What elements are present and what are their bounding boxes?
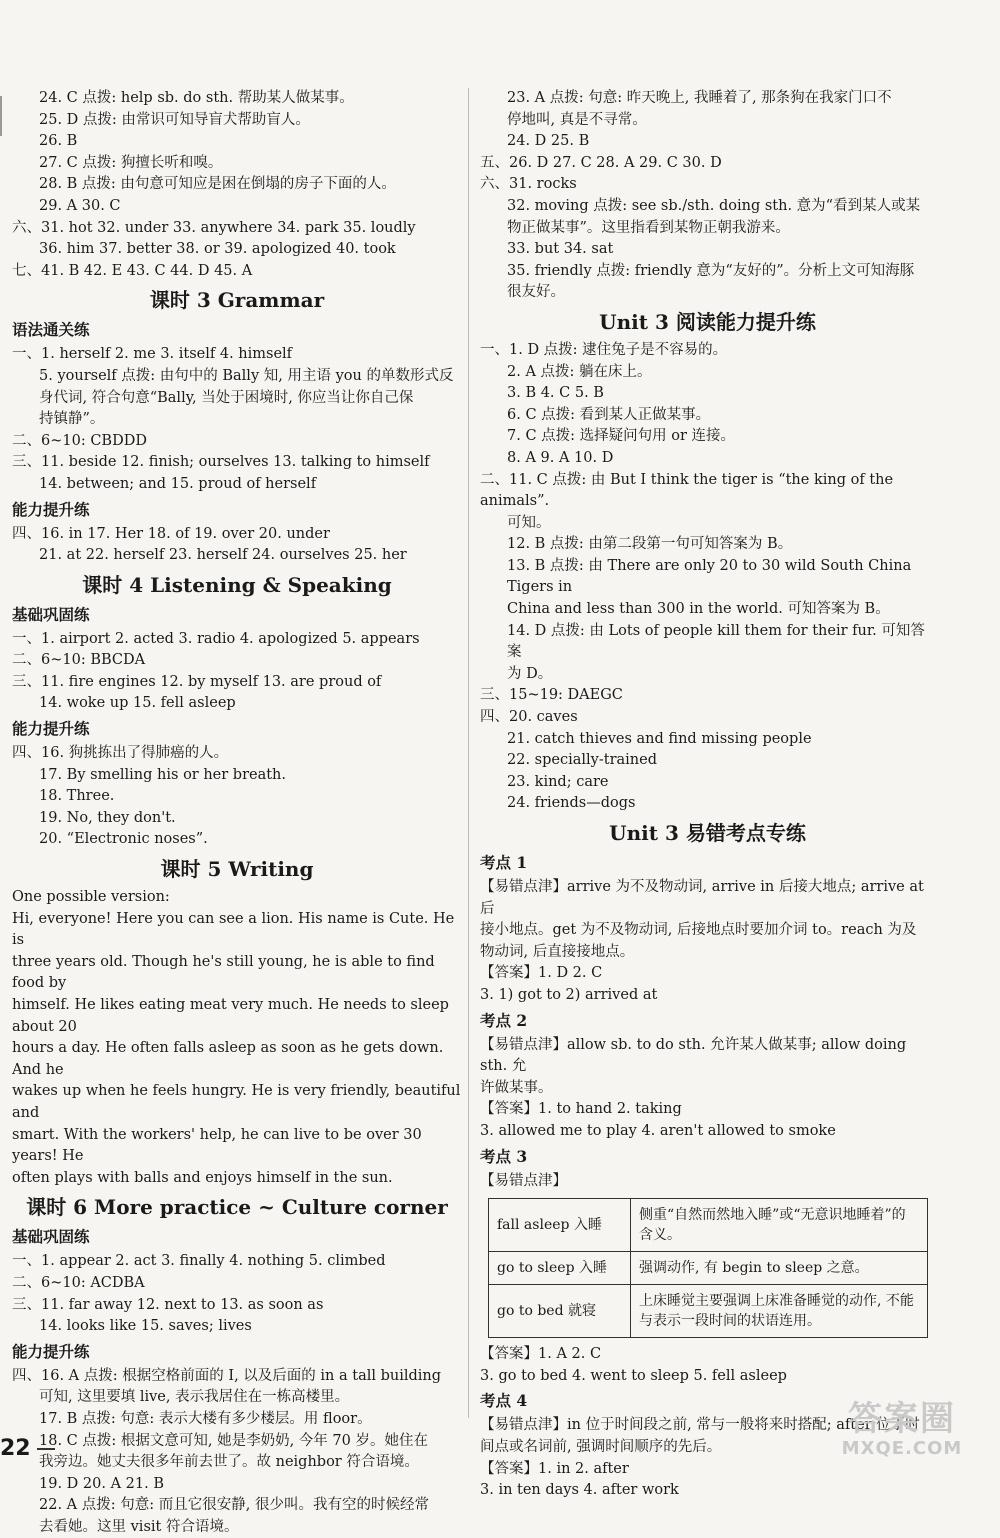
term-cell: go to sleep 入睡 [489,1252,631,1285]
subsection-heading: 能力提升练 [12,1341,90,1361]
answer-line: 很友好。 [507,284,565,301]
watermark-text: 答案圈 [848,1399,956,1439]
answer-line: 一、1. airport 2. acted 3. radio 4. apologized 5. appears [12,630,420,647]
answer-line: 14. D 点拨: 由 Lots of people kill them for their fur. 可知答案 [507,622,925,661]
answer-line: 停地叫, 真是不寻常。 [507,111,647,128]
answer-line: 8. A 9. A 10. D [507,449,614,466]
answer-line: 23. kind; care [507,773,609,790]
table-row [489,1252,928,1285]
answer-line: 一、1. D 点拨: 逮住兔子是不容易的。 [480,341,728,358]
explanation-cell: 侧重“自然而然地入睡”或“无意识地睡着”的含义。 [631,1199,928,1252]
subsection-heading: 语法通关练 [12,320,90,340]
section-heading: 课时 4 Listening & Speaking [82,572,392,597]
answer-line: 14. between; and 15. proud of herself [39,475,317,492]
answer-line: 【易错点津】allow sb. to do sth. 允许某人做某事; allow doing sth. 允 [480,1036,907,1075]
answer-line: smart. With the workers' help, he can live to be over 30 years! He [12,1126,422,1165]
explanation-cell: 强调动作, 有 begin to sleep 之意。 [631,1252,928,1285]
answer-line: 36. him 37. better 38. or 39. apologized 40. took [39,241,396,258]
answer-line: China and less than 300 in the world. 可知答案为 B。 [507,601,890,618]
answer-line: 【答案】1. D 2. C [480,965,603,982]
answer-line: 3. B 4. C 5. B [507,385,604,402]
answer-line: 19. D 20. A 21. B [39,1475,164,1492]
answer-line: One possible version: [12,889,170,906]
answer-line: 24. friends—dogs [507,795,636,812]
answer-line: 33. but 34. sat [507,241,614,258]
answer-line: 3. go to bed 4. went to sleep 5. fell asleep [480,1367,787,1384]
table-row [489,1199,928,1252]
answer-line: 20. “Electronic noses”. [39,831,208,848]
section-heading: Unit 3 阅读能力提升练 [599,309,816,334]
answer-line: 5. yourself 点拨: 由句中的 Bally 知, 用主语 you 的单数形式反 [39,367,454,384]
left-column [12,88,462,1538]
answer-line: 【易错点津】arrive 为不及物动词, arrive in 后接大地点; arrive at 后 [480,879,924,917]
answer-line: 三、11. fire engines 12. by myself 13. are proud of [12,673,382,690]
answer-line: 可知, 这里要填 live, 表示我居住在一栋高楼里。 [39,1389,350,1406]
answer-line: 三、11. far away 12. next to 13. as soon as [12,1296,324,1313]
subsection-heading: 考点 2 [480,1010,528,1030]
answer-line: 35. friendly 点拨: friendly 意为“友好的”。分析上文可知海豚 [507,262,915,279]
answer-line: 四、16. A 点拨: 根据空格前面的 I, 以及后面的 in a tall building [12,1367,442,1384]
subsection-heading: 基础巩固练 [12,1227,90,1247]
watermark-url: MXQE.COM [841,1438,963,1459]
answer-line: 一、1. appear 2. act 3. finally 4. nothing 5. climbed [12,1253,386,1270]
answer-line: wakes up when he feels hungry. He is very friendly, beautiful and [12,1083,461,1121]
subsection-heading: 基础巩固练 [12,604,90,624]
answer-line: 26. B [39,133,78,150]
answer-line: 18. C 点拨: 根据文意可知, 她是李奶奶, 今年 70 岁。她住在 [39,1432,428,1449]
answer-line: 32. moving 点拨: see sb./sth. doing sth. 意为“看到某人或某 [507,197,921,214]
answer-line: 六、31. hot 32. under 33. anywhere 34. park 35. loudly [12,219,416,236]
answer-line: 七、41. B 42. E 43. C 44. D 45. A [12,262,253,279]
answer-line: 【易错点津】in 位于时间段之前, 常与一般将来时搭配; after 位于时 [480,1417,920,1434]
answer-line: 一、1. herself 2. me 3. itself 4. himself [12,346,293,363]
section-heading: 课时 6 More practice ~ Culture corner [26,1195,448,1220]
answer-line: 24. C 点拨: help sb. do sth. 帮助某人做某事。 [39,90,354,106]
answer-line: 我旁边。她丈夫很多年前去世了。故 neighbor 符合语境。 [39,1454,419,1471]
answer-line: 12. B 点拨: 由第二段第一句可知答案为 B。 [507,536,793,553]
section-heading: Unit 3 易错考点专练 [609,821,806,845]
answer-line: 6. C 点拨: 看到某人正做某事。 [507,406,711,423]
answer-line: 21. at 22. herself 23. herself 24. ourselves 25. her [39,547,407,564]
answer-line: 二、6~10: BBCDA [12,652,146,669]
answer-line: 22. specially-trained [507,752,657,769]
answer-line: 四、20. caves [480,709,578,726]
page-number: 22 [0,1436,55,1461]
answer-line: 三、15~19: DAEGC [480,687,623,704]
answer-line: 许做某事。 [480,1079,553,1096]
answer-line: 24. D 25. B [507,133,590,150]
answer-line: 去看她。这里 visit 符合语境。 [39,1518,239,1535]
answer-line: 14. looks like 15. saves; lives [39,1318,252,1335]
answer-line: 间点或名词前, 强调时间顺序的先后。 [480,1438,722,1455]
answer-line: 22. A 点拨: 句意: 而且它很安静, 很少叫。我有空的时候经常 [39,1497,429,1514]
subsection-heading: 考点 1 [480,853,528,872]
answer-line: 二、6~10: CBDDD [12,432,147,449]
answer-line: hours a day. He often falls asleep as soon as he gets down. And he [12,1040,444,1078]
answer-line: 五、26. D 27. C 28. A 29. C 30. D [480,154,722,171]
subsection-heading: 考点 3 [480,1146,528,1166]
answer-line: 14. woke up 15. fell asleep [39,695,236,712]
note-table [488,1198,928,1338]
answer-line: 二、11. C 点拨: 由 But I think the tiger is “the king of the animals”. [480,471,894,510]
answer-line: 二、6~10: ACDBA [12,1274,145,1291]
answer-line: himself. He likes eating meat very much. He needs to sleep about 20 [12,997,449,1035]
answer-line: 3. allowed me to play 4. aren't allowed to smoke [480,1122,836,1139]
answer-line: 13. B 点拨: 由 There are only 20 to 30 wild South China Tigers in [507,557,912,596]
answer-line: 23. A 点拨: 句意: 昨天晚上, 我睡着了, 那条狗在我家门口不 [507,90,892,106]
answer-line: 物正做某事”。这里指看到某物正朝我游来。 [507,219,790,236]
subsection-heading: 能力提升练 [12,499,90,519]
answer-line: 四、16. 狗挑拣出了得肺癌的人。 [12,745,229,762]
answer-line: 21. catch thieves and find missing people [507,730,812,747]
term-cell: fall asleep 入睡 [489,1199,631,1252]
answer-line: 可知。 [507,514,551,531]
answer-line: 物动词, 后直接接地点。 [480,943,635,960]
answer-line: three years old. Though he's still young, he is able to find food by [12,953,435,992]
right-column [480,88,935,1502]
answer-line: 【答案】1. A 2. C [480,1346,602,1363]
answer-line: 2. A 点拨: 躺在床上。 [507,363,652,380]
answer-line: 身代词, 符合句意“Bally, 当处于困境时, 你应当让你自己保 [39,389,414,406]
answer-line: 四、16. in 17. Her 18. of 19. over 20. under [12,525,330,542]
answer-line: 接小地点。get 为不及物动词, 后接地点时要加介词 to。reach 为及 [480,922,917,939]
section-heading: 课时 5 Writing [160,857,314,882]
answer-line: 3. in ten days 4. after work [480,1482,679,1499]
column-divider [468,88,469,1418]
answer-line: Hi, everyone! Here you can see a lion. His name is Cute. He is [12,910,455,949]
answer-line: 【答案】1. to hand 2. taking [480,1101,682,1118]
answer-line: 六、31. rocks [480,176,577,193]
term-cell: go to bed 就寝 [489,1285,631,1338]
subsection-heading: 考点 4 [480,1391,528,1411]
answer-line: 17. By smelling his or her breath. [39,766,287,783]
answer-line: 三、11. beside 12. finish; ourselves 13. talking to himself [12,454,430,471]
answer-line: 18. Three. [39,788,115,805]
answer-line: 28. B 点拨: 由句意可知应是困在倒塌的房子下面的人。 [39,176,396,193]
answer-line: 19. No, they don't. [39,809,176,826]
answer-line: 持镇静”。 [39,411,105,428]
answer-line: 【易错点津】 [480,1172,567,1189]
answer-line: often plays with balls and enjoys himself in the sun. [12,1169,393,1186]
answer-line: 【答案】1. in 2. after [480,1460,629,1477]
table-row [489,1285,928,1338]
watermark-logo [822,1400,982,1464]
answer-line: 7. C 点拨: 选择疑问句用 or 连接。 [507,428,736,445]
subsection-heading: 能力提升练 [12,719,90,739]
answer-line: 为 D。 [507,665,553,682]
answer-line: 3. 1) got to 2) arrived at [480,986,658,1003]
answer-line: 27. C 点拨: 狗擅长听和嗅。 [39,154,223,171]
answer-line: 25. D 点拨: 由常识可知导盲犬帮助盲人。 [39,111,310,128]
answer-line: 29. A 30. C [39,197,121,214]
explanation-cell: 上床睡觉主要强调上床准备睡觉的动作, 不能与表示一段时间的状语连用。 [631,1285,928,1338]
section-heading: 课时 3 Grammar [149,288,325,313]
margin-mark [0,96,6,136]
answer-line: 17. B 点拨: 句意: 表示大楼有多少楼层。用 floor。 [39,1410,372,1427]
